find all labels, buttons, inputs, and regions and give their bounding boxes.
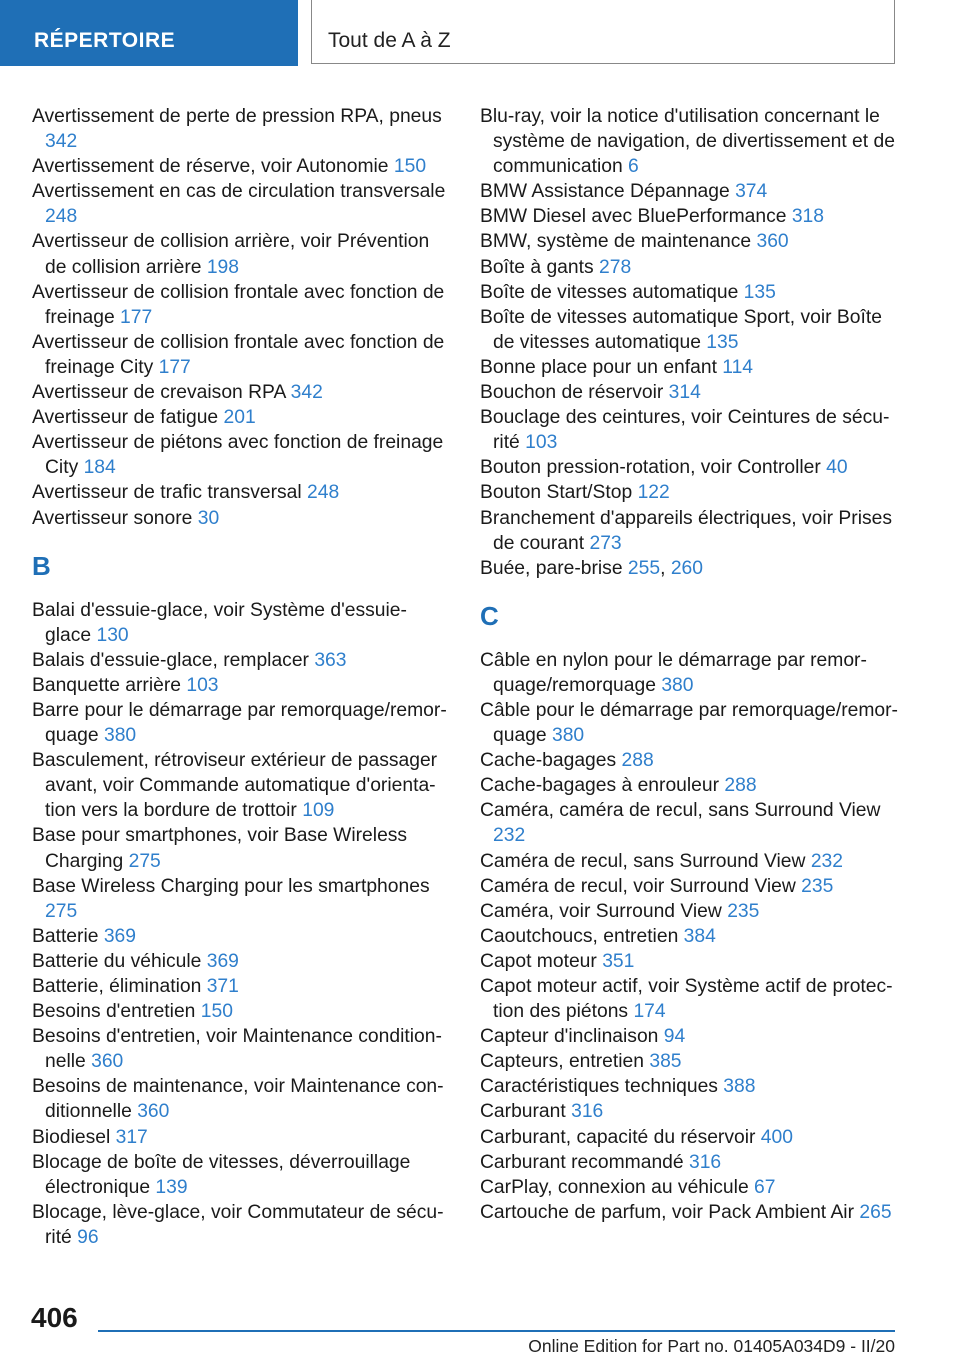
index-entry-text: Avertisseur de collision frontale avec fonction de freinage bbox=[32, 281, 445, 328]
index-entry-text: Besoins d'entretien bbox=[32, 1001, 196, 1023]
page-link[interactable]: 380 bbox=[551, 725, 585, 747]
index-entry bbox=[32, 380, 450, 405]
index-entry bbox=[480, 455, 898, 480]
index-entry-text: Base pour smartphones, voir Base Wireless Charging bbox=[32, 825, 408, 872]
index-entry bbox=[480, 748, 898, 773]
index-entry-text: Blocage, lève-glace, voir Commutateur de sécurité bbox=[32, 1201, 444, 1248]
index-entry-text: Avertisseur de collision frontale avec fonction de freinage City bbox=[32, 331, 445, 378]
index-entry bbox=[32, 598, 450, 648]
page-link[interactable]: 380 bbox=[661, 674, 694, 696]
index-entry-text: Boîte de vitesses automatique bbox=[480, 281, 739, 303]
page-link[interactable]: 67 bbox=[754, 1176, 776, 1198]
index-entry bbox=[32, 698, 450, 748]
index-entry bbox=[480, 355, 898, 380]
index-entry bbox=[480, 1049, 898, 1074]
index-entry-text: Branchement d'appareils électriques, voir Prises de courant bbox=[480, 507, 892, 554]
index-column-left bbox=[32, 104, 450, 1250]
index-entry bbox=[32, 229, 450, 279]
index-entry-text: Avertissement de perte de pression RPA, pneus bbox=[32, 106, 442, 127]
index-entry-text: Boîte de vitesses automatique Sport, voir Boîte de vitesses automatique bbox=[480, 306, 882, 353]
page-header bbox=[0, 0, 960, 66]
page-link[interactable]: 40 bbox=[826, 457, 848, 479]
index-entry-text: Câble en nylon pour le démarrage par remorquage/remorquage bbox=[480, 649, 867, 696]
index-entry bbox=[480, 773, 898, 798]
page-number: 406 bbox=[31, 1302, 78, 1333]
page-link[interactable]: 314 bbox=[668, 382, 701, 404]
edition-note: Online Edition for Part no. 01405A034D9 - II/20 bbox=[528, 1336, 895, 1356]
index-entry bbox=[32, 280, 450, 330]
index-entry-text: Bouchon de réservoir bbox=[480, 382, 664, 404]
index-entry bbox=[480, 698, 898, 748]
index-entry bbox=[480, 179, 898, 204]
index-entry-text: Avertisseur de trafic transversal bbox=[32, 482, 302, 504]
index-entry bbox=[32, 999, 450, 1024]
index-entry bbox=[32, 1074, 450, 1124]
page-link[interactable]: 177 bbox=[120, 306, 153, 328]
page-link[interactable]: 388 bbox=[723, 1076, 756, 1098]
page-link[interactable]: 177 bbox=[158, 356, 191, 378]
page-link[interactable]: 360 bbox=[91, 1051, 124, 1073]
index-entry-text: Caméra de recul, sans Surround View bbox=[480, 850, 806, 872]
page-link[interactable]: 174 bbox=[633, 1001, 666, 1023]
page-link[interactable]: 122 bbox=[637, 482, 670, 504]
page-link[interactable]: 135 bbox=[743, 281, 776, 303]
index-entry-text: Banquette arrière bbox=[32, 674, 181, 696]
page-link[interactable]: 103 bbox=[525, 432, 558, 454]
section-tab[interactable]: RÉPERTOIRE bbox=[0, 0, 298, 66]
page-link[interactable]: 109 bbox=[302, 800, 335, 822]
index-entry-text: Bouclage des ceintures, voir Ceintures de sécurité bbox=[480, 407, 890, 454]
index-entry bbox=[480, 255, 898, 280]
index-entry bbox=[480, 974, 898, 1024]
index-entry-text: Balai d'essuie-glace, voir Système d'essuie-glace bbox=[32, 599, 407, 646]
index-entry-text: Câble pour le démarrage par remorquage/remorquage bbox=[480, 699, 898, 747]
page-link[interactable]: 360 bbox=[756, 231, 789, 253]
page-link[interactable]: 380 bbox=[103, 725, 137, 747]
index-entry-text: Capot moteur actif, voir Système actif de protection des piétons bbox=[480, 976, 893, 1023]
index-entry-text: Bonne place pour un enfant bbox=[480, 356, 717, 378]
page-link[interactable]: 232 bbox=[810, 850, 843, 872]
page-link[interactable]: 288 bbox=[724, 775, 757, 797]
index-entry-text: Carburant bbox=[480, 1101, 566, 1123]
page-link[interactable]: 260 bbox=[670, 557, 703, 579]
page-link[interactable]: 363 bbox=[314, 649, 347, 671]
index-entry-text: Capot moteur bbox=[480, 950, 597, 972]
index-entry-text: Avertissement de réserve, voir Autonomie bbox=[32, 156, 389, 178]
page-link[interactable]: 275 bbox=[45, 900, 78, 922]
page-link[interactable]: 278 bbox=[599, 256, 632, 278]
page-link[interactable]: 273 bbox=[589, 532, 622, 554]
index-entry-text: BMW Diesel avec BluePerformance bbox=[480, 206, 787, 228]
index-entry bbox=[480, 849, 898, 874]
index-entry bbox=[480, 280, 898, 305]
index-entry bbox=[480, 899, 898, 924]
index-entry bbox=[480, 229, 898, 254]
index-entry bbox=[32, 179, 450, 229]
index-entry bbox=[32, 949, 450, 974]
page-link[interactable]: 255 bbox=[627, 557, 661, 579]
section-letter: C bbox=[480, 600, 499, 631]
index-entry bbox=[32, 974, 450, 999]
page-link[interactable]: 96 bbox=[77, 1226, 99, 1248]
index-entry bbox=[32, 480, 450, 505]
index-entry-text: Bouton Start/Stop bbox=[480, 482, 633, 504]
index-entry-text: Blu-ray, voir la notice d'utilisation concernant le système de navigation, de divertissement et de communication bbox=[480, 106, 895, 178]
index-entry bbox=[480, 1125, 898, 1150]
page-link[interactable]: 248 bbox=[45, 206, 78, 228]
page-link[interactable]: 232 bbox=[493, 825, 526, 847]
page-link[interactable]: 369 bbox=[206, 950, 239, 972]
index-entry-text: Avertisseur de piétons avec fonction de freinage City bbox=[32, 432, 444, 479]
index-entry-text: Cache-bagages à enrouleur bbox=[480, 775, 720, 797]
index-entry bbox=[32, 924, 450, 949]
index-entry-text: Batterie, élimination bbox=[32, 976, 202, 997]
index-entry bbox=[32, 1125, 450, 1150]
index-entry bbox=[32, 1024, 450, 1074]
index-entry-text: Carburant, capacité du réservoir bbox=[480, 1126, 756, 1148]
page-link[interactable]: 374 bbox=[735, 181, 768, 203]
index-entry-text: Avertisseur de crevaison RPA bbox=[32, 382, 286, 404]
page-link[interactable]: 150 bbox=[200, 1001, 233, 1023]
index-entry bbox=[480, 798, 898, 848]
page-link[interactable]: 318 bbox=[791, 206, 824, 228]
page-link[interactable]: 288 bbox=[621, 750, 654, 772]
page-link[interactable]: 6 bbox=[628, 156, 639, 178]
index-entry-text: Boîte à gants bbox=[480, 256, 594, 278]
index-entry bbox=[32, 748, 450, 823]
index-entry bbox=[480, 1150, 898, 1175]
page-link[interactable]: 130 bbox=[96, 624, 129, 646]
index-entry bbox=[480, 1024, 898, 1049]
page-link[interactable]: 384 bbox=[683, 925, 716, 947]
index-entry bbox=[32, 1150, 450, 1200]
page-link[interactable]: 360 bbox=[137, 1101, 170, 1123]
page-link[interactable]: 135 bbox=[706, 331, 739, 353]
index-entry-text: Biodiesel bbox=[32, 1126, 111, 1148]
index-entry-text: Avertissement en cas de circulation transversale bbox=[32, 181, 446, 203]
page-link[interactable]: 235 bbox=[801, 875, 834, 897]
index-entry-text: Caoutchoucs, entretien bbox=[480, 925, 679, 947]
index-entry-text: BMW, système de maintenance bbox=[480, 231, 752, 253]
index-entry-text: Cache-bagages bbox=[480, 750, 617, 772]
page-link[interactable]: 369 bbox=[103, 925, 136, 947]
index-entry bbox=[480, 506, 898, 556]
page-link[interactable]: 150 bbox=[393, 156, 427, 178]
index-entry bbox=[480, 104, 898, 179]
index-entry bbox=[32, 330, 450, 380]
index-entry-text: Carburant recommandé bbox=[480, 1151, 684, 1173]
index-entry bbox=[480, 204, 898, 229]
index-column-right bbox=[480, 104, 898, 1225]
index-entry bbox=[480, 949, 898, 974]
index-entry-text: Capteur d'inclinaison bbox=[480, 1026, 659, 1048]
index-entry bbox=[480, 380, 898, 405]
footer-divider bbox=[98, 1330, 895, 1332]
page-link[interactable]: 114 bbox=[722, 356, 754, 378]
index-entry bbox=[480, 1099, 898, 1124]
index-entry-text: Avertisseur de fatigue bbox=[32, 407, 219, 429]
index-entry bbox=[32, 430, 450, 480]
index-entry bbox=[480, 924, 898, 949]
index-entry: Buée, pare-brise 255, 260 bbox=[480, 557, 703, 579]
index-entry-text: Bouton pression-rotation, voir Controller bbox=[480, 457, 821, 479]
index-entry-text: Besoins d'entretien, voir Maintenance conditionnelle bbox=[32, 1026, 442, 1073]
page-link[interactable]: 317 bbox=[115, 1126, 148, 1148]
index-entry bbox=[32, 673, 450, 698]
section-letter: B bbox=[32, 550, 51, 581]
index-entry bbox=[480, 874, 898, 899]
index-entry-text: Balais d'essuie-glace, remplacer bbox=[32, 649, 309, 671]
page-link[interactable]: 400 bbox=[760, 1126, 793, 1148]
index-entry-text: Caméra, caméra de recul, sans Surround View bbox=[480, 800, 881, 822]
header-title: Tout de A à Z bbox=[311, 0, 895, 64]
index-entry-text: Cartouche de parfum, voir Pack Ambient Air bbox=[480, 1201, 855, 1223]
index-entry bbox=[480, 1200, 898, 1225]
page-link[interactable]: 316 bbox=[571, 1101, 604, 1123]
index-entry bbox=[480, 305, 898, 355]
page-link[interactable]: 30 bbox=[197, 507, 220, 529]
index-entry bbox=[480, 1074, 898, 1099]
index-entry bbox=[32, 154, 450, 179]
page-link[interactable]: 235 bbox=[727, 900, 760, 922]
index-entry bbox=[32, 405, 450, 430]
index-entry-text: Caméra de recul, voir Surround View bbox=[480, 875, 796, 897]
page-link[interactable]: 184 bbox=[83, 457, 116, 479]
page-link[interactable]: 385 bbox=[649, 1051, 682, 1073]
page-link[interactable]: 265 bbox=[859, 1201, 892, 1223]
index-entry-text: Barre pour le démarrage par remorquage/remorquage bbox=[32, 699, 447, 747]
index-entry-text: Base Wireless Charging pour les smartphones bbox=[32, 875, 430, 897]
index-entry bbox=[32, 648, 450, 673]
page-link[interactable]: 342 bbox=[290, 382, 323, 404]
page-link[interactable]: 316 bbox=[688, 1151, 722, 1173]
index-entry-text: Caractéristiques techniques bbox=[480, 1076, 718, 1098]
index-entry-text: Capteurs, entretien bbox=[480, 1051, 644, 1073]
page-link[interactable]: 371 bbox=[206, 976, 239, 997]
index-entry-text: Besoins de maintenance, voir Maintenance conditionnelle bbox=[32, 1076, 444, 1123]
index-entry-text: BMW Assistance Dépannage bbox=[480, 181, 730, 203]
index-entry bbox=[480, 405, 898, 455]
index-entry-text: Batterie bbox=[32, 925, 99, 947]
index-entry-text: Caméra, voir Surround View bbox=[480, 900, 722, 922]
page-link[interactable]: 275 bbox=[128, 850, 161, 872]
page-link[interactable]: 94 bbox=[663, 1026, 686, 1048]
index-entry-text: CarPlay, connexion au véhicule bbox=[480, 1176, 749, 1198]
page-link[interactable]: 201 bbox=[223, 407, 256, 429]
index-entry bbox=[32, 874, 450, 924]
index-entry bbox=[480, 648, 898, 698]
page-link[interactable]: 342 bbox=[45, 131, 78, 153]
page-link[interactable]: 103 bbox=[186, 674, 219, 696]
index-entry-text: Avertisseur sonore bbox=[32, 507, 193, 529]
index-entry bbox=[480, 1175, 898, 1200]
index-entry bbox=[480, 480, 898, 505]
page-link[interactable]: 351 bbox=[602, 950, 635, 972]
index-entry-text: Basculement, rétroviseur extérieur de passager avant, voir Commande automatique d'orientation vers la bordure de trottoir bbox=[32, 750, 438, 822]
index-entry-text: Blocage de boîte de vitesses, déverrouillage électronique bbox=[32, 1151, 411, 1198]
index-entry-text: Batterie du véhicule bbox=[32, 950, 202, 972]
page-link[interactable]: 139 bbox=[155, 1176, 188, 1198]
index-entry-text: Buée, pare-brise bbox=[480, 557, 623, 579]
page-link[interactable]: 198 bbox=[206, 256, 239, 278]
index-entry bbox=[32, 823, 450, 873]
index-entry-text: Avertisseur de collision arrière, voir Prévention de collision arrière bbox=[32, 231, 430, 278]
index-entry bbox=[32, 506, 450, 531]
index-entry bbox=[32, 104, 450, 154]
page-link[interactable]: 248 bbox=[307, 482, 340, 504]
index-entry bbox=[32, 1200, 450, 1250]
